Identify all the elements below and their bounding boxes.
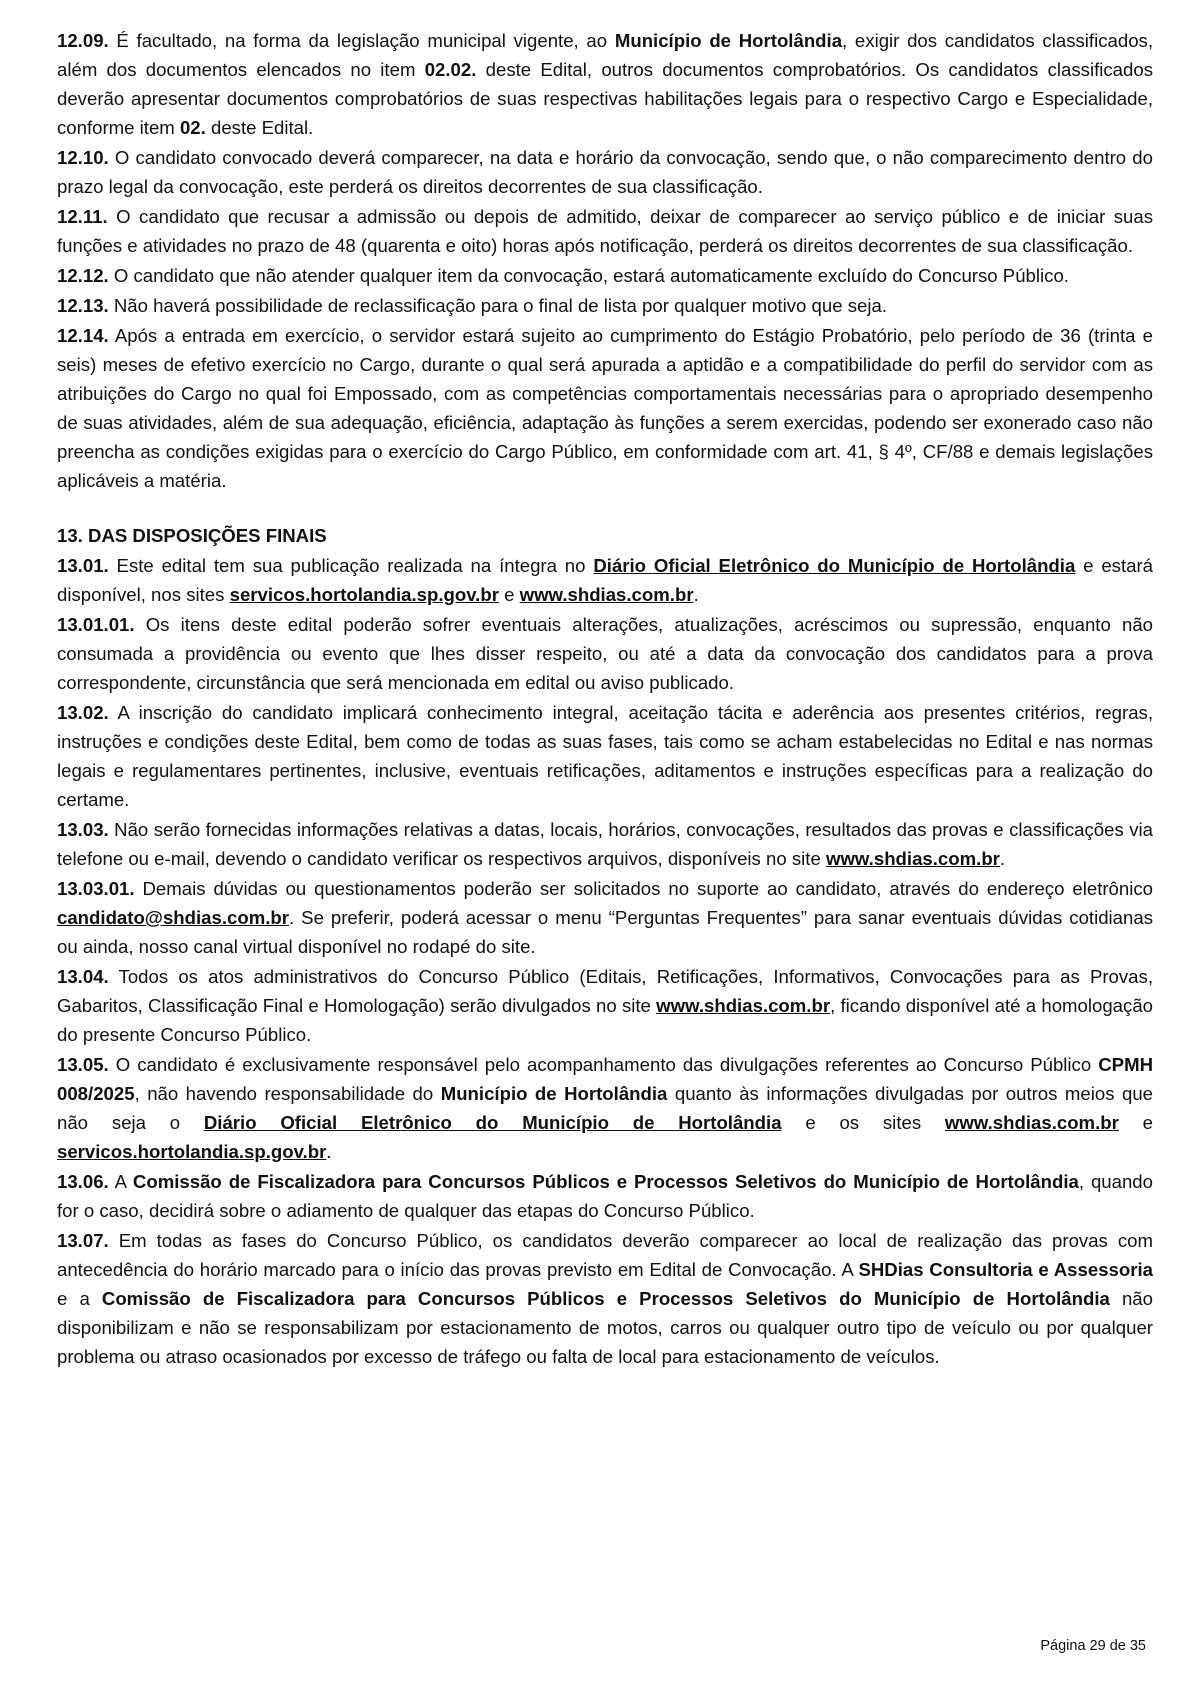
paragraph-text: Todos os atos administrativos do Concurso Público (Editais, Retificações, Informativos, Convocações para as Provas, Gabaritos, Classificação Final e Homologação) serão divulgados no site <box>57 966 1153 1016</box>
paragraph-text: não disponibilizam e não se responsabilizam por estacionamento de motos, carros ou qualquer outro tipo de veículo ou por qualquer problema ou atraso ocasionados por excesso de tráfego ou falta de local para estacionamento de veículos. <box>57 1288 1153 1367</box>
item-number: 13.03.01. <box>57 878 135 899</box>
paragraph-text: e os sites <box>781 1112 945 1133</box>
paragraph-text: Demais dúvidas ou questionamentos poderão ser solicitados no suporte ao candidato, através do endereço eletrônico <box>134 878 1153 899</box>
item-number: 13.01.01. <box>57 614 135 635</box>
bold-text: Município de Hortolândia <box>614 30 843 51</box>
item-number: 12.12. <box>57 265 109 286</box>
paragraph-text: O candidato que recusar a admissão ou depois de admitido, deixar de comparecer ao serviço público e de iniciar suas funções e atividades no prazo de 48 (quarenta e oito) horas após notificação, perderá os direitos decorrentes de sua classificação. <box>57 206 1153 256</box>
bold-text: Município de Hortolândia <box>440 1083 668 1104</box>
paragraph-text: . <box>999 848 1006 869</box>
candidate-email-link[interactable]: candidato@shdias.com.br <box>57 907 290 928</box>
paragraph-text: , não havendo responsabilidade do <box>134 1083 441 1104</box>
paragraph-13-03-01 <box>57 874 1153 961</box>
bold-text: SHDias Consultoria e Assessoria <box>858 1259 1153 1280</box>
paragraph-text: Em todas as fases do Concurso Público, os candidatos deverão comparecer ao local de realização das provas com antecedência do horário marcado para o início das provas previsto em Edital de Convocação. A <box>57 1230 1153 1280</box>
bold-text: 02. <box>179 117 206 138</box>
item-number: 13.06. <box>57 1171 109 1192</box>
diario-oficial-link[interactable]: Diário Oficial Eletrônico do Município de Hortolândia <box>593 555 1076 576</box>
paragraph-text: O candidato é exclusivamente responsável pelo acompanhamento das divulgações referentes ao Concurso Público <box>108 1054 1099 1075</box>
shdias-site-link[interactable]: www.shdias.com.br <box>825 848 1000 869</box>
paragraph-text: deste Edital. <box>205 117 314 138</box>
paragraph-13-04 <box>57 962 1153 1049</box>
paragraph-text: O candidato convocado deverá comparecer, na data e horário da convocação, sendo que, o não comparecimento dentro do prazo legal da convocação, este perderá os direitos decorrentes de sua classificação. <box>57 147 1153 197</box>
paragraph-13-07 <box>57 1226 1153 1371</box>
paragraph-12-12 <box>57 261 1153 290</box>
shdias-site-link[interactable]: www.shdias.com.br <box>944 1112 1119 1133</box>
paragraph-text: quanto às informações divulgadas por outros meios que não seja o <box>57 1083 1154 1133</box>
item-number: 12.10. <box>57 147 109 168</box>
paragraph-text: O candidato que não atender qualquer item da convocação, estará automaticamente excluído do Concurso Público. <box>108 265 1069 286</box>
paragraph-text: Este edital tem sua publicação realizada na íntegra no <box>108 555 594 576</box>
hortolandia-site-link[interactable]: servicos.hortolandia.sp.gov.br <box>57 1141 327 1162</box>
paragraph-text: A inscrição do candidato implicará conhecimento integral, aceitação tácita e aderência aos presentes critérios, regras, instruções e condições deste Edital, bem como de todas as suas fases, tais como se acham estabelecidas no Edital e nas normas legais e regulamentares pertinentes, inclusive, eventuais retificações, aditamentos e instruções específicas para a realização do certame. <box>57 702 1153 810</box>
section-heading: 13. DAS DISPOSIÇÕES FINAIS <box>57 525 327 546</box>
item-number: 12.13. <box>57 295 109 316</box>
paragraph-text: Após a entrada em exercício, o servidor estará sujeito ao cumprimento do Estágio Probatório, pelo período de 36 (trinta e seis) meses de efetivo exercício no Cargo, durante o qual será apurada a aptidão e a compatibilidade do perfil do servidor com as atribuições do Cargo no qual foi Empossado, com as competências comportamentais necessárias para o apropriado desempenho de suas atividades, além de sua adequação, eficiência, adaptação às funções a serem exercidas, podendo ser exonerado caso não preencha as condições exigidas para o exercício do Cargo Público, em conformidade com art. 41, § 4º, CF/88 e demais legislações aplicáveis a matéria. <box>57 325 1153 491</box>
item-number: 13.05. <box>57 1054 109 1075</box>
bold-text: 02.02. <box>424 59 477 80</box>
paragraph-text: . <box>693 584 699 605</box>
paragraph-13-01-01 <box>57 610 1153 697</box>
paragraph-13-06 <box>57 1167 1153 1225</box>
paragraph-text: A <box>108 1171 133 1192</box>
paragraph-text: , ficando disponível até a homologação do presente Concurso Público. <box>57 995 1153 1045</box>
item-number: 13.03. <box>57 819 109 840</box>
paragraph-13-03 <box>57 815 1153 873</box>
paragraph-text: Não serão fornecidas informações relativas a datas, locais, horários, convocações, resultados das provas e classificações via telefone ou e-mail, devendo o candidato verificar os respectivos arquivos, disponíveis no site <box>57 819 1153 869</box>
bold-text: CPMH 008/2025 <box>57 1054 1153 1104</box>
paragraph-text: É facultado, na forma da legislação municipal vigente, ao <box>108 30 615 51</box>
bold-text: Comissão de Fiscalizadora para Concursos Públicos e Processos Seletivos do Município de Hortolândia <box>132 1171 1079 1192</box>
bold-text: Comissão de Fiscalizadora para Concursos Públicos e Processos Seletivos do Município de Hortolândia <box>101 1288 1110 1309</box>
paragraph-text: Não haverá possibilidade de reclassificação para o final de lista por qualquer motivo que seja. <box>108 295 887 316</box>
shdias-site-link[interactable]: www.shdias.com.br <box>519 584 694 605</box>
paragraph-text: e <box>1118 1112 1153 1133</box>
paragraph-13-01 <box>57 551 1153 609</box>
paragraph-text: e <box>498 584 520 605</box>
paragraph-12-10 <box>57 143 1153 201</box>
paragraph-text: . <box>326 1141 332 1162</box>
paragraph-12-11 <box>57 202 1153 260</box>
paragraph-text: e a <box>57 1288 102 1309</box>
paragraph-text: e estará disponível, nos sites <box>57 555 1153 605</box>
paragraph-12-14 <box>57 321 1153 495</box>
item-number: 13.01. <box>57 555 109 576</box>
shdias-site-link[interactable]: www.shdias.com.br <box>656 995 831 1016</box>
paragraph-text: Os itens deste edital poderão sofrer eventuais alterações, atualizações, acréscimos ou supressão, enquanto não consumada a providência ou evento que lhes disser respeito, ou até a data da convocação dos candidatos para a prova correspondente, circunstância que será mencionada em edital ou aviso publicado. <box>57 614 1153 693</box>
paragraph-text: , quando for o caso, decidirá sobre o adiamento de qualquer das etapas do Concurso Público. <box>57 1171 1153 1221</box>
paragraph-text: . Se preferir, poderá acessar o menu “Perguntas Frequentes” para sanar eventuais dúvidas cotidianas ou ainda, nosso canal virtual disponível no rodapé do site. <box>57 907 1153 957</box>
diario-oficial-link[interactable]: Diário Oficial Eletrônico do Município de Hortolândia <box>203 1112 782 1133</box>
document-page <box>57 26 1153 1372</box>
item-number: 13.07. <box>57 1230 109 1251</box>
paragraph-12-09 <box>57 26 1153 142</box>
paragraph-text: , exigir dos candidatos classificados, além dos documentos elencados no item <box>57 30 1154 80</box>
paragraph-13-02 <box>57 698 1153 814</box>
paragraph-text: deste Edital, outros documentos comprobatórios. Os candidatos classificados deverão apresentar documentos comprobatórios de suas respectivas habilitações legais para o respectivo Cargo e Especialidade, conforme item <box>57 59 1153 138</box>
item-number: 12.09. <box>57 30 109 51</box>
item-number: 12.14. <box>57 325 109 346</box>
item-number: 13.04. <box>57 966 109 987</box>
hortolandia-site-link[interactable]: servicos.hortolandia.sp.gov.br <box>229 584 499 605</box>
page-number: Página 29 de 35 <box>1040 1638 1146 1654</box>
item-number: 12.11. <box>57 206 108 227</box>
paragraph-12-13 <box>57 291 1153 320</box>
item-number: 13.02. <box>57 702 109 723</box>
paragraph-13-05 <box>57 1050 1153 1166</box>
